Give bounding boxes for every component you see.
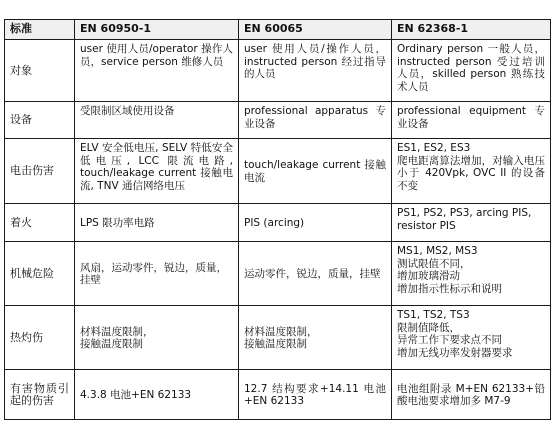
table-row — [5, 102, 551, 139]
row-label: 着火 — [5, 204, 75, 242]
row-label: 有害物质引起的伤害 — [5, 370, 75, 420]
cell-en60950: ELV 安全低电压, SELV 特低安全低电压, LCC 限流电路, touch/leakage current 接触电流, TNV 通信网络电压 — [75, 139, 239, 204]
row-label: 电击伤害 — [5, 139, 75, 204]
cell-en62368: professional equipment 专业设备 — [392, 102, 551, 139]
cell-en60950: user 使用人员/operator 操作人员，service person 维修人员 — [75, 40, 239, 102]
cell-en60950: 受限制区域使用设备 — [75, 102, 239, 139]
cell-en60950: 风扇，运动零件，锐边，质量，挂壁 — [75, 242, 239, 306]
cell-en62368: TS1, TS2, TS3 限制值降低， 异常工作下要求点不同 增加无线功率发射器要求 — [392, 306, 551, 370]
cell-en60950: 材料温度限制， 接触温度限制 — [75, 306, 239, 370]
cell-en60950: LPS 限功率电路 — [75, 204, 239, 242]
cell-en62368: ES1, ES2, ES3 爬电距离算法增加，对输入电压小于 420Vpk, OVC II 的设备不变 — [392, 139, 551, 204]
cell-en60950: 4.3.8 电池+EN 62133 — [75, 370, 239, 420]
row-label: 热灼伤 — [5, 306, 75, 370]
header-en62368: EN 62368-1 — [392, 20, 551, 40]
cell-en60065: touch/leakage current 接触电流 — [239, 139, 392, 204]
table-row — [5, 204, 551, 242]
table-header-row — [5, 20, 551, 40]
row-label: 对象 — [5, 40, 75, 102]
cell-en62368: 电池组附录 M+EN 62133+铅酸电池要求增加多 M7-9 — [392, 370, 551, 420]
cell-en60065: professional apparatus 专业设备 — [239, 102, 392, 139]
standards-comparison-table — [4, 19, 551, 420]
header-en60950: EN 60950-1 — [75, 20, 239, 40]
table-row — [5, 139, 551, 204]
table-row — [5, 40, 551, 102]
comparison-table-container — [4, 19, 551, 420]
header-standard: 标准 — [5, 20, 75, 40]
row-label: 设备 — [5, 102, 75, 139]
cell-en62368: Ordinary person 一般人员，instructed person 受过培训人员，skilled person 熟练技术人员 — [392, 40, 551, 102]
cell-en60065: 材料温度限制， 接触温度限制 — [239, 306, 392, 370]
cell-en60065: user 使用人员/操作人员，instructed person 经过指导的人员 — [239, 40, 392, 102]
cell-en60065: 运动零件，锐边，质量，挂壁 — [239, 242, 392, 306]
row-label: 机械危险 — [5, 242, 75, 306]
table-row — [5, 306, 551, 370]
header-en60065: EN 60065 — [239, 20, 392, 40]
cell-en60065: 12.7 结构要求+14.11 电池+EN 62133 — [239, 370, 392, 420]
cell-en60065: PIS (arcing) — [239, 204, 392, 242]
table-row — [5, 242, 551, 306]
cell-en62368: MS1, MS2, MS3 测试限值不同， 增加玻璃滑动 增加指示性标示和说明 — [392, 242, 551, 306]
cell-en62368: PS1, PS2, PS3, arcing PIS, resistor PIS — [392, 204, 551, 242]
table-row — [5, 370, 551, 420]
